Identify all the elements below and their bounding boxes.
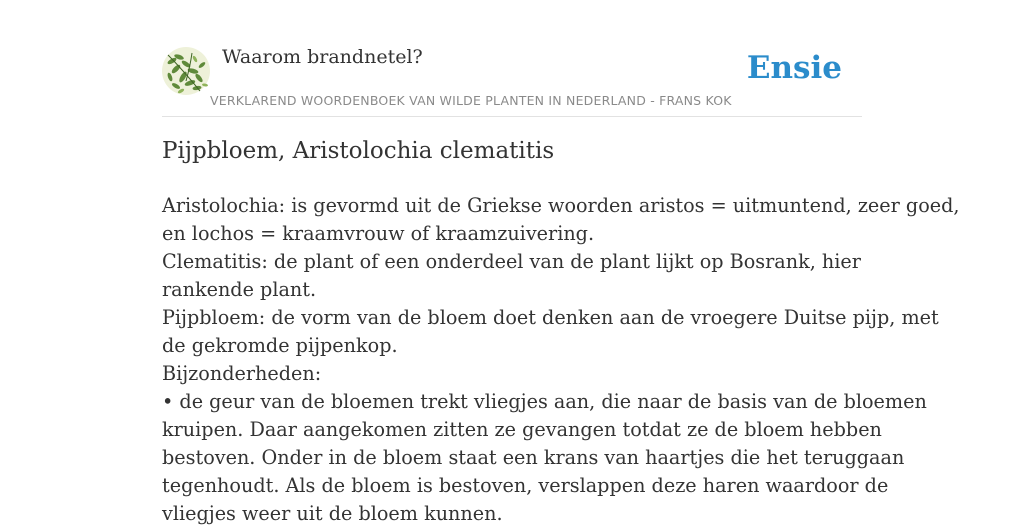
- body-line: bestoven. Onder in de bloem staat een krans van haartjes die het teruggaan: [162, 446, 905, 469]
- site-title[interactable]: Waarom brandnetel?: [222, 46, 423, 68]
- article-title: Pijpbloem, Aristolochia clematitis: [162, 138, 555, 164]
- article-body: [162, 192, 960, 528]
- body-line: rankende plant.: [162, 278, 317, 301]
- body-line: vliegjes weer uit de bloem kunnen.: [162, 502, 503, 525]
- brand-logo[interactable]: Ensie: [746, 50, 842, 86]
- body-line: Aristolochia: is gevormd uit de Griekse woorden aristos = uitmuntend, zeer goed,: [162, 194, 960, 217]
- body-line: • de geur van de bloemen trekt vliegjes aan, die naar de basis van de bloemen: [162, 390, 927, 413]
- body-line: Bijzonderheden:: [162, 362, 322, 385]
- site-subtitle: VERKLAREND WOORDENBOEK VAN WILDE PLANTEN IN NEDERLAND - FRANS KOK: [210, 93, 732, 108]
- body-line: de gekromde pijpenkop.: [162, 334, 398, 357]
- fern-leaves-icon[interactable]: [162, 47, 210, 95]
- body-line: Clematitis: de plant of een onderdeel van de plant lijkt op Bosrank, hier: [162, 250, 861, 273]
- body-line: tegenhoudt. Als de bloem is bestoven, verslappen deze haren waardoor de: [162, 474, 889, 497]
- header: [162, 44, 862, 117]
- body-line: en lochos = kraamvrouw of kraamzuivering.: [162, 222, 595, 245]
- body-line: kruipen. Daar aangekomen zitten ze gevangen totdat ze de bloem hebben: [162, 418, 882, 441]
- body-line: Pijpbloem: de vorm van de bloem doet denken aan de vroegere Duitse pijp, met: [162, 306, 939, 329]
